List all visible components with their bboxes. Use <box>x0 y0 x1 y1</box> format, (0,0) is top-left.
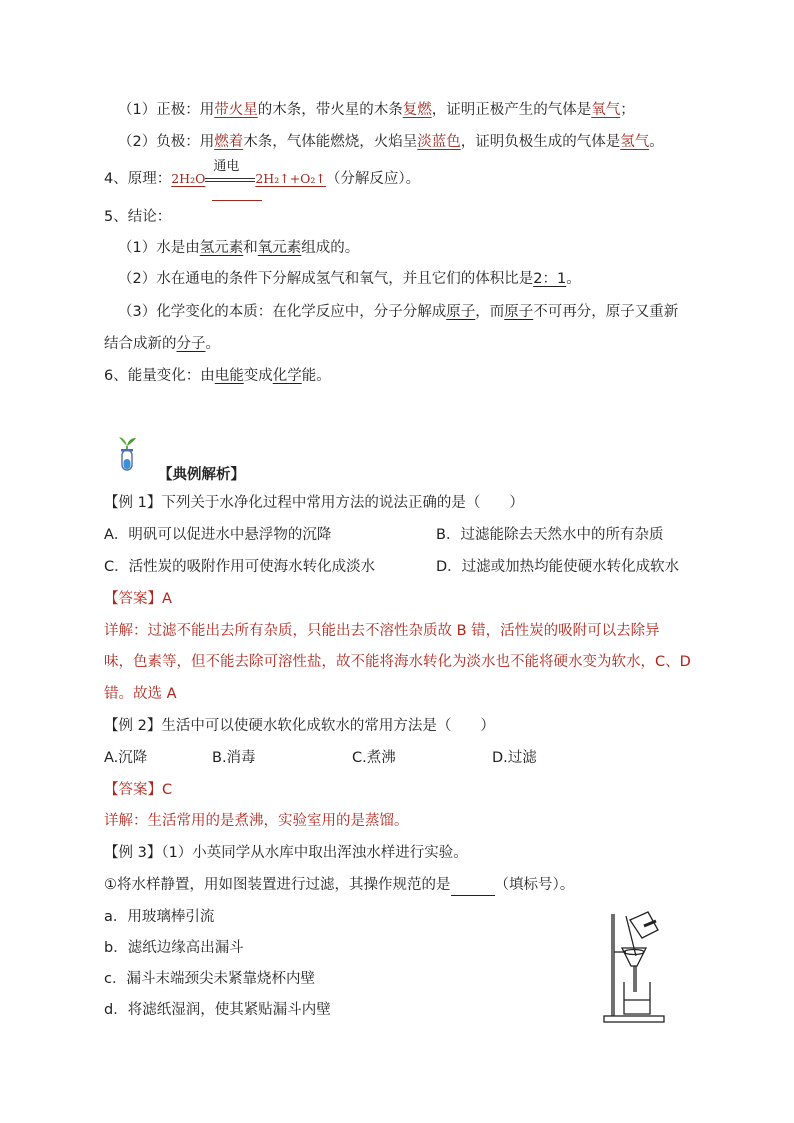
line-energy: 6、能量变化：由电能变成化学能。 <box>104 368 331 384</box>
test-tube-plant-icon <box>115 432 139 474</box>
line-principle: 4、原理：2H₂O 通电 2H₂↑+O₂↑（分解反应）。 <box>104 168 420 190</box>
section-title: 【典例解析】 <box>158 467 245 483</box>
ex1-question: 【例 1】下列关于水净化过程中常用方法的说法正确的是（ ） <box>104 495 524 511</box>
line-conclusion-heading: 5、结论： <box>104 209 172 225</box>
ex3-option-d: d．将滤纸湿润，使其紧贴漏斗内壁 <box>104 1002 331 1018</box>
ex1-explanation-1: 详解：过滤不能出去所有杂质，只能出去不溶性杂质故 B 错，活性炭的吸附可以去除异 <box>104 623 660 639</box>
line-conclusion-3: （3）化学变化的本质：在化学反应中，分子分解成原子，而原子不可再分，原子又重新 <box>118 304 679 320</box>
ex3-sub-question: ①将水样静置，用如图装置进行过滤，其操作规范的是 （填标号）。 <box>104 874 574 896</box>
ex1-option-a: A．明矾可以促进水中悬浮物的沉降 <box>104 527 332 543</box>
ex2-option-b: B.消毒 <box>212 750 256 766</box>
ex2-question: 【例 2】生活中可以使硬水软化成软水的常用方法是（ ） <box>104 718 495 734</box>
ex3-option-a: a．用玻璃棒引流 <box>104 909 215 925</box>
answer-blank <box>451 880 495 896</box>
formula-underline <box>212 200 262 201</box>
ex3-option-b: b．滤纸边缘高出漏斗 <box>104 940 244 956</box>
ex2-option-d: D.过滤 <box>492 750 537 766</box>
ex1-option-c: C．活性炭的吸附作用可使海水转化成淡水 <box>104 559 376 575</box>
ex2-option-a: A.沉降 <box>104 750 148 766</box>
reaction-arrow: 通电 <box>205 168 255 190</box>
line-conclusion-1: （1）水是由氢元素和氧元素组成的。 <box>118 240 360 256</box>
ex1-explanation-2: 味，色素等，但不能去除可溶性盐，故不能将海水转化为淡水也不能将硬水变为软水，C、D <box>104 654 691 670</box>
ex2-answer: 【答案】C <box>104 782 173 798</box>
ex1-answer: 【答案】A <box>104 591 172 607</box>
ex2-explanation: 详解：生活常用的是煮沸，实验室用的是蒸馏。 <box>104 813 409 829</box>
line-conclusion-2: （2）水在通电的条件下分解成氢气和氧气，并且它们的体积比是2：1。 <box>118 271 581 287</box>
ex1-option-b: B．过滤能除去天然水中的所有杂质 <box>436 527 664 543</box>
line-positive-electrode: （1）正极：用带火星的木条，带火星的木条复燃，证明正极产生的气体是氧气； <box>118 102 635 118</box>
ex1-explanation-3: 错。故选 A <box>104 686 177 702</box>
ex1-option-d: D．过滤或加热均能使硬水转化成软水 <box>436 559 680 575</box>
line-negative-electrode: （2）负极：用燃着木条，气体能燃烧，火焰呈淡蓝色，证明负极生成的气体是氢气。 <box>118 134 664 150</box>
ex2-option-c: C.煮沸 <box>352 750 396 766</box>
line-conclusion-3-cont: 结合成新的分子。 <box>104 336 220 352</box>
filtration-apparatus-figure <box>600 908 672 1026</box>
ex3-question: 【例 3】（1）小英同学从水库中取出浑浊水样进行实验。 <box>104 845 468 861</box>
ex3-option-c: c．漏斗末端颈尖未紧靠烧杯内壁 <box>104 971 315 987</box>
